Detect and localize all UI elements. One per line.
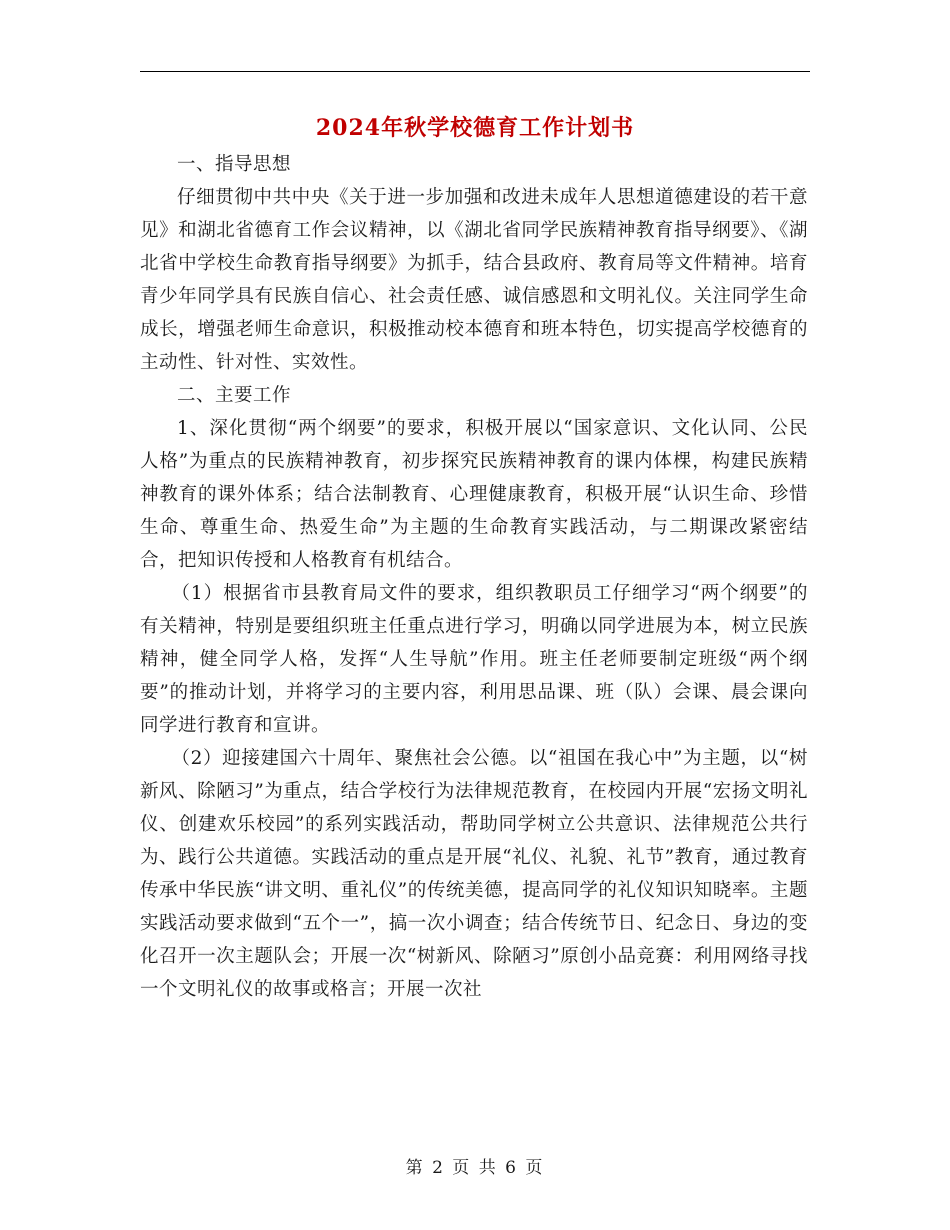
document-title: 2024年秋学校德育工作计划书 — [315, 115, 635, 141]
header-rule — [140, 71, 810, 72]
page-number-footer: 第 2 页 共 6 页 — [405, 1158, 545, 1178]
section-heading-main-work: 二、主要工作 — [177, 385, 292, 406]
document-body — [140, 148, 808, 1006]
paragraph-subitem-1: （1）根据省市县教育局文件的要求，组织教职员工仔细学习“两个纲要”的有关精神，特别是要组织班主任重点进行学习，明确以同学进展为本，树立民族精神，健全同学人格，发挥“人生导航”作用。班主任老师要制定班级“两个纲要”的推动计划，并将学习的主要内容，利用思品课、班（队）会课、晨会课向同学进行教育和宣讲。 — [140, 583, 808, 736]
paragraph-item-1: 1、深化贯彻“两个纲要”的要求，积极开展以“国家意识、文化认同、公民人格”为重点的民族精神教育，初步探究民族精神教育的课内体棵，构建民族精神教育的课外体系；结合法制教育、心理健康教育，积极开展“认识生命、珍惜生命、尊重生命、热爱生命”为主题的生命教育实践活动，与二期课改紧密结合，把知识传授和人格教育有机结合。 — [140, 418, 808, 571]
paragraph-subitem-2: （2）迎接建国六十周年、聚焦社会公德。以“祖国在我心中”为主题，以“树新风、除陋习”为重点，结合学校行为法律规范教育，在校园内开展“宏扬文明礼仪、创建欢乐校园”的系列实践活动，帮助同学树立公共意识、法律规范公共行为、践行公共道德。实践活动的重点是开展“礼仪、礼貌、礼节”教育，通过教育传承中华民族“讲文明、重礼仪”的传统美德，提高同学的礼仪知识知晓率。主题实践活动要求做到“五个一”，搞一次小调查；结合传统节日、纪念日、身边的变化召开一次主题队会；开展一次“树新风、除陋习”原创小品竞赛：利用网络寻找一个文明礼仪的故事或格言；开展一次社 — [140, 748, 808, 1000]
paragraph-guiding-ideology: 仔细贯彻中共中央《关于进一步加强和改进未成年人思想道德建设的若干意见》和湖北省德育工作会议精神，以《湖北省同学民族精神教育指导纲要》、《湖北省中学校生命教育指导纲要》为抓手，结合县政府、教育局等文件精神。培育青少年同学具有民族自信心、社会责任感、诚信感恩和文明礼仪。关注同学生命成长，增强老师生命意识，积极推动校本德育和班本特色，切实提高学校德育的主动性、针对性、实效性。 — [140, 187, 808, 373]
section-heading-guiding-ideology: 一、指导思想 — [177, 154, 292, 175]
